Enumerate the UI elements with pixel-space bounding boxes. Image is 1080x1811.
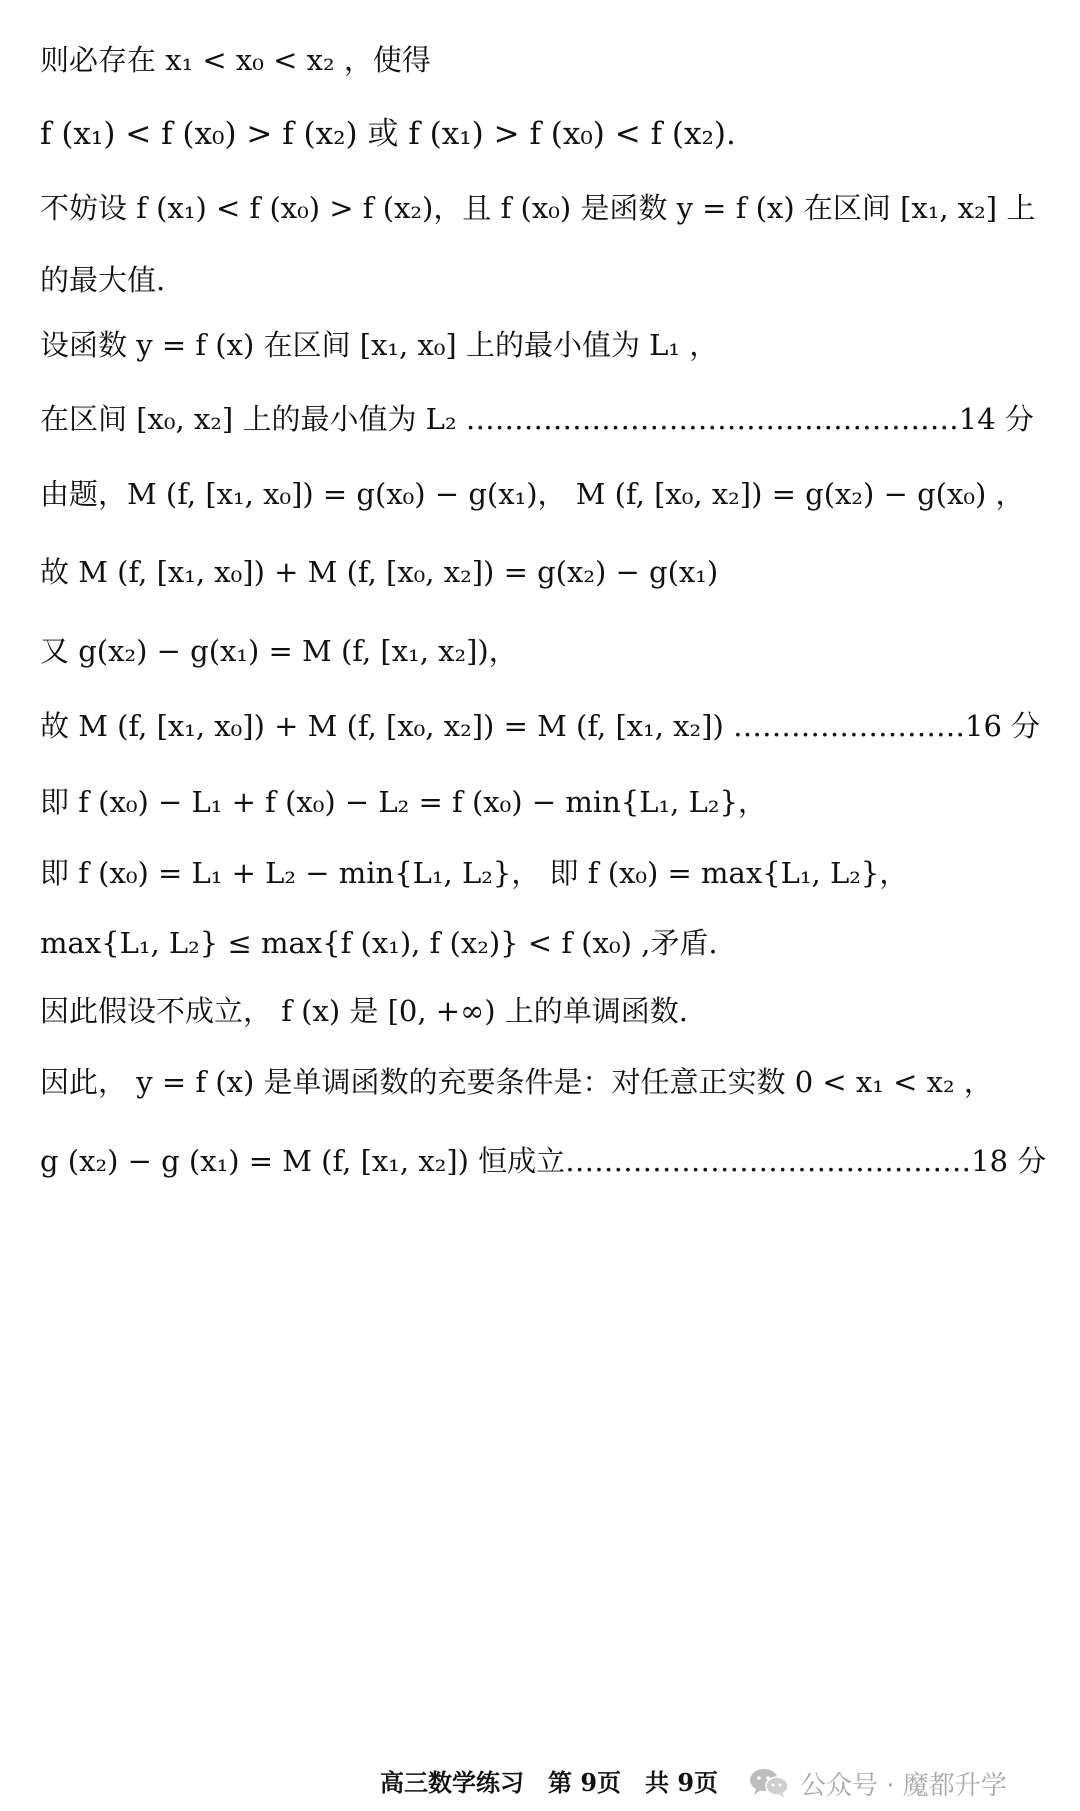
page-number: 高三数学练习 第 9页 共 9页 [380,1768,719,1797]
text-line: max{L₁, L₂} ≤ max{f (x₁), f (x₂)} < f (x₀) ,矛盾. [40,926,718,960]
wechat-icon [748,1767,790,1799]
text-line: 设函数 y = f (x) 在区间 [x₁, x₀] 上的最小值为 L₁ ， [40,328,719,362]
text-line: 即 f (x₀) − L₁ + f (x₀) − L₂ = f (x₀) − min{L₁, L₂}， [40,785,767,819]
text-line: 又 g(x₂) − g(x₁) = M (f, [x₁, x₂])， [40,634,518,668]
watermark [748,1763,1007,1803]
text-line: 即 f (x₀) = L₁ + L₂ − min{L₁, L₂}， 即 f (x₀) = max{L₁, L₂}， [40,856,909,890]
text-line: 故 M (f, [x₁, x₀]) + M (f, [x₀, x₂]) = g(x₂) − g(x₁) [40,555,719,589]
text-line: 因此， y = f (x) 是单调函数的充要条件是：对任意正实数 0 < x₁ < x₂ ， [40,1065,993,1099]
text-line: 因此假设不成立， f (x) 是 [0, +∞) 上的单调函数. [40,994,688,1028]
text-line: 则必存在 x₁ < x₀ < x₂ ，使得 [40,43,431,77]
text-line: f (x₁) < f (x₀) > f (x₂) 或 f (x₁) > f (x₀) < f (x₂). [40,116,736,152]
page-footer [0,1763,1080,1803]
watermark-text: 公众号 · 魔都升学 [800,1770,1007,1801]
text-line: 的最大值. [40,263,166,297]
text-line: 由题，M (f, [x₁, x₀]) = g(x₀) − g(x₁)， M (f, [x₀, x₂]) = g(x₂) − g(x₀) ， [40,477,1025,511]
text-line: 故 M (f, [x₁, x₀]) + M (f, [x₀, x₂]) = M (f, [x₁, x₂]) ……………………16 分 [40,709,1041,743]
text-line: g (x₂) − g (x₁) = M (f, [x₁, x₂]) 恒成立……………………………………18 分 [40,1144,1047,1178]
text-line: 在区间 [x₀, x₂] 上的最小值为 L₂ ……………………………………………14 分 [40,402,1034,436]
text-line: 不妨设 f (x₁) < f (x₀) > f (x₂)，且 f (x₀) 是函数 y = f (x) 在区间 [x₁, x₂] 上 [40,191,1036,225]
